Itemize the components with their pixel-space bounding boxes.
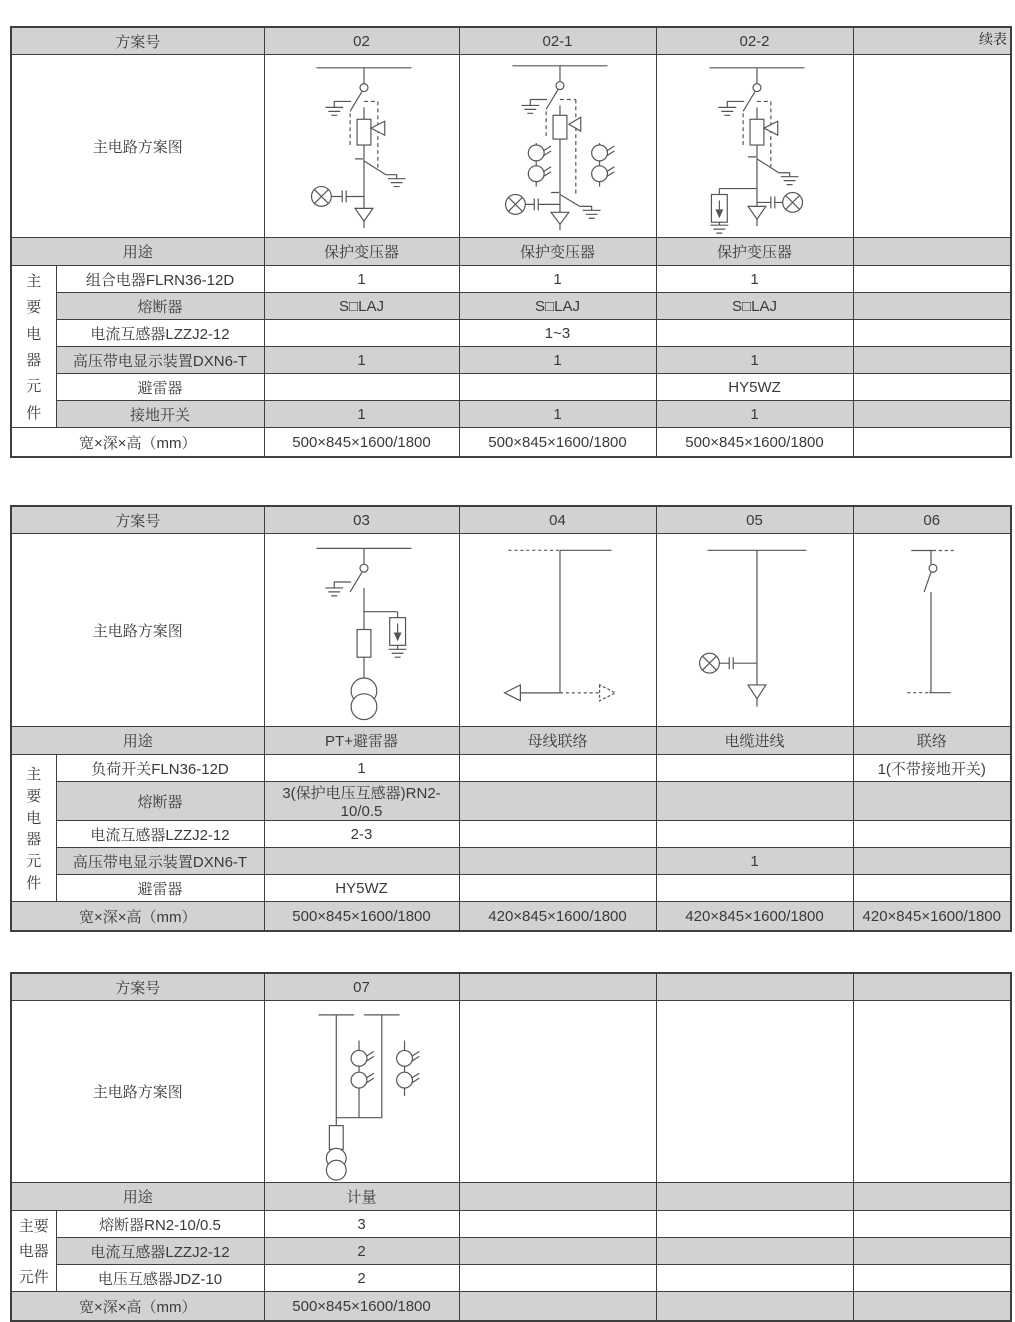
component-value xyxy=(853,374,1011,401)
component-value xyxy=(853,1211,1011,1238)
scheme-number: 02-1 xyxy=(459,27,656,55)
table3-usage-row xyxy=(11,1183,1011,1211)
component-value xyxy=(853,1265,1011,1292)
dimensions-value xyxy=(853,428,1011,458)
component-label: 负荷开关FLN36-12D xyxy=(56,755,264,782)
component-value xyxy=(459,782,656,821)
component-row xyxy=(11,1211,1011,1238)
scheme-number: 02 xyxy=(264,27,459,55)
component-value xyxy=(459,821,656,848)
diagram-cell-empty xyxy=(853,1001,1011,1183)
component-group-label: 主要 电器 元件 xyxy=(11,1211,56,1292)
component-label: 高压带电显示装置DXN6-T xyxy=(56,347,264,374)
diagram-row-label: 主电路方案图 xyxy=(11,534,264,727)
table2-usage-row xyxy=(11,727,1011,755)
scheme-number: 05 xyxy=(656,506,853,534)
main-circuit-diagram-02-2 xyxy=(658,55,851,237)
usage-label: 用途 xyxy=(11,1183,264,1211)
component-value: 2 xyxy=(264,1265,459,1292)
table1-header-row xyxy=(11,27,1011,55)
component-value xyxy=(656,1238,853,1265)
main-circuit-diagram-06 xyxy=(854,534,1010,726)
component-value: 2 xyxy=(264,1238,459,1265)
component-label: 熔断器 xyxy=(56,782,264,821)
component-row xyxy=(11,848,1011,875)
component-value: 1 xyxy=(459,401,656,428)
component-value: 1 xyxy=(264,347,459,374)
component-row xyxy=(11,374,1011,401)
component-label: 避雷器 xyxy=(56,875,264,902)
component-value xyxy=(853,401,1011,428)
component-label: 接地开关 xyxy=(56,401,264,428)
component-group-label: 主 要 电 器 元 件 xyxy=(11,755,56,902)
dimensions-value: 500×845×1600/1800 xyxy=(264,902,459,932)
scheme-table-2 xyxy=(10,505,1012,932)
diagram-cell xyxy=(459,534,656,727)
usage-value: 联络 xyxy=(853,727,1011,755)
table3-diagram-row xyxy=(11,1001,1011,1183)
component-label: 熔断器 xyxy=(56,293,264,320)
component-value: 1 xyxy=(459,266,656,293)
main-circuit-diagram-04 xyxy=(461,534,654,726)
component-value: 1 xyxy=(656,347,853,374)
component-row xyxy=(11,401,1011,428)
main-circuit-diagram-02 xyxy=(265,55,458,237)
component-value: 1 xyxy=(264,401,459,428)
component-value: 3(保护电压互感器)RN2-10/0.5 xyxy=(264,782,459,821)
scheme-number: 03 xyxy=(264,506,459,534)
component-label: 电流互感器LZZJ2-12 xyxy=(56,1238,264,1265)
component-value xyxy=(459,1238,656,1265)
dimensions-value: 500×845×1600/1800 xyxy=(264,1292,459,1322)
dimensions-value: 420×845×1600/1800 xyxy=(656,902,853,932)
component-value xyxy=(853,1238,1011,1265)
component-value xyxy=(853,293,1011,320)
component-label: 高压带电显示装置DXN6-T xyxy=(56,848,264,875)
component-row xyxy=(11,755,1011,782)
diagram-cell xyxy=(459,55,656,238)
dimensions-label: 宽×深×高（mm） xyxy=(11,1292,264,1322)
dimensions-row xyxy=(11,428,1011,458)
scheme-number xyxy=(853,973,1011,1001)
scheme-number-label: 方案号 xyxy=(11,973,264,1001)
dimensions-label: 宽×深×高（mm） xyxy=(11,902,264,932)
dimensions-row xyxy=(11,902,1011,932)
scheme-table-3 xyxy=(10,972,1012,1322)
table2-diagram-row xyxy=(11,534,1011,727)
diagram-cell-empty xyxy=(656,1001,853,1183)
component-value xyxy=(853,320,1011,347)
diagram-row-label: 主电路方案图 xyxy=(11,1001,264,1183)
usage-value: 保护变压器 xyxy=(656,238,853,266)
main-circuit-diagram-02-1 xyxy=(461,55,654,237)
table3-header-row xyxy=(11,973,1011,1001)
component-value: 1 xyxy=(459,347,656,374)
component-group-label: 主 要 电 器 元 件 xyxy=(11,266,56,428)
component-value xyxy=(459,755,656,782)
component-label: 组合电器FLRN36-12D xyxy=(56,266,264,293)
component-row xyxy=(11,266,1011,293)
component-value xyxy=(459,1211,656,1238)
component-value xyxy=(656,875,853,902)
component-value xyxy=(853,875,1011,902)
component-label: 电流互感器LZZJ2-12 xyxy=(56,821,264,848)
component-value xyxy=(459,848,656,875)
table1-usage-row xyxy=(11,238,1011,266)
component-label: 避雷器 xyxy=(56,374,264,401)
dimensions-value xyxy=(656,1292,853,1322)
usage-value xyxy=(656,1183,853,1211)
diagram-row-label: 主电路方案图 xyxy=(11,55,264,238)
usage-value: 计量 xyxy=(264,1183,459,1211)
component-value xyxy=(853,347,1011,374)
dimensions-value: 420×845×1600/1800 xyxy=(459,902,656,932)
main-circuit-diagram-05 xyxy=(658,534,851,726)
main-circuit-diagram-03 xyxy=(265,534,458,726)
usage-value xyxy=(459,1183,656,1211)
continued-table-label: 续表 xyxy=(979,31,1007,47)
scheme-number-label: 方案号 xyxy=(11,27,264,55)
component-row xyxy=(11,875,1011,902)
component-row xyxy=(11,821,1011,848)
scheme-number xyxy=(656,973,853,1001)
usage-label: 用途 xyxy=(11,727,264,755)
component-value: 1 xyxy=(656,266,853,293)
usage-value: 保护变压器 xyxy=(264,238,459,266)
diagram-cell xyxy=(264,1001,459,1183)
component-value: HY5WZ xyxy=(264,875,459,902)
component-value: 1 xyxy=(264,755,459,782)
component-value xyxy=(264,320,459,347)
diagram-cell xyxy=(853,534,1011,727)
scheme-number: 02-2 xyxy=(656,27,853,55)
table1-diagram-row xyxy=(11,55,1011,238)
dimensions-value xyxy=(459,1292,656,1322)
component-label: 熔断器RN2-10/0.5 xyxy=(56,1211,264,1238)
scheme-table-1 xyxy=(10,26,1012,458)
component-row xyxy=(11,782,1011,821)
component-value xyxy=(656,1211,853,1238)
scheme-number xyxy=(459,973,656,1001)
component-value xyxy=(656,821,853,848)
usage-value: 母线联络 xyxy=(459,727,656,755)
component-value xyxy=(459,374,656,401)
component-value xyxy=(656,755,853,782)
scheme-number: 07 xyxy=(264,973,459,1001)
component-value: 1 xyxy=(264,266,459,293)
usage-value: 电缆进线 xyxy=(656,727,853,755)
dimensions-value: 500×845×1600/1800 xyxy=(656,428,853,458)
usage-value: 保护变压器 xyxy=(459,238,656,266)
component-value: S□LAJ xyxy=(264,293,459,320)
component-row xyxy=(11,1265,1011,1292)
diagram-cell xyxy=(264,55,459,238)
diagram-cell-empty xyxy=(853,55,1011,238)
usage-value: PT+避雷器 xyxy=(264,727,459,755)
component-row xyxy=(11,293,1011,320)
component-row xyxy=(11,347,1011,374)
dimensions-value: 420×845×1600/1800 xyxy=(853,902,1011,932)
diagram-cell xyxy=(264,534,459,727)
dimensions-label: 宽×深×高（mm） xyxy=(11,428,264,458)
component-value: HY5WZ xyxy=(656,374,853,401)
component-value: 1 xyxy=(656,401,853,428)
scheme-number: 04 xyxy=(459,506,656,534)
component-value xyxy=(656,782,853,821)
dimensions-value xyxy=(853,1292,1011,1322)
scheme-number-label: 方案号 xyxy=(11,506,264,534)
component-value xyxy=(656,320,853,347)
scheme-number: 06 xyxy=(853,506,1011,534)
component-value xyxy=(853,821,1011,848)
component-value xyxy=(459,875,656,902)
component-value xyxy=(459,1265,656,1292)
component-value: 3 xyxy=(264,1211,459,1238)
main-circuit-diagram-07 xyxy=(265,1001,458,1182)
component-value: 1~3 xyxy=(459,320,656,347)
dimensions-row xyxy=(11,1292,1011,1322)
component-label: 电流互感器LZZJ2-12 xyxy=(56,320,264,347)
component-value xyxy=(853,266,1011,293)
component-value: 1(不带接地开关) xyxy=(853,755,1011,782)
diagram-cell xyxy=(656,534,853,727)
component-value: 2-3 xyxy=(264,821,459,848)
dimensions-value: 500×845×1600/1800 xyxy=(264,428,459,458)
component-value xyxy=(264,848,459,875)
component-row xyxy=(11,1238,1011,1265)
component-value xyxy=(656,1265,853,1292)
component-row xyxy=(11,320,1011,347)
component-value: S□LAJ xyxy=(656,293,853,320)
diagram-cell-empty xyxy=(459,1001,656,1183)
usage-label: 用途 xyxy=(11,238,264,266)
usage-value xyxy=(853,238,1011,266)
table2-header-row xyxy=(11,506,1011,534)
component-value xyxy=(853,848,1011,875)
diagram-cell xyxy=(656,55,853,238)
component-value: 1 xyxy=(656,848,853,875)
component-value xyxy=(264,374,459,401)
component-value: S□LAJ xyxy=(459,293,656,320)
component-value xyxy=(853,782,1011,821)
dimensions-value: 500×845×1600/1800 xyxy=(459,428,656,458)
usage-value xyxy=(853,1183,1011,1211)
component-label: 电压互感器JDZ-10 xyxy=(56,1265,264,1292)
